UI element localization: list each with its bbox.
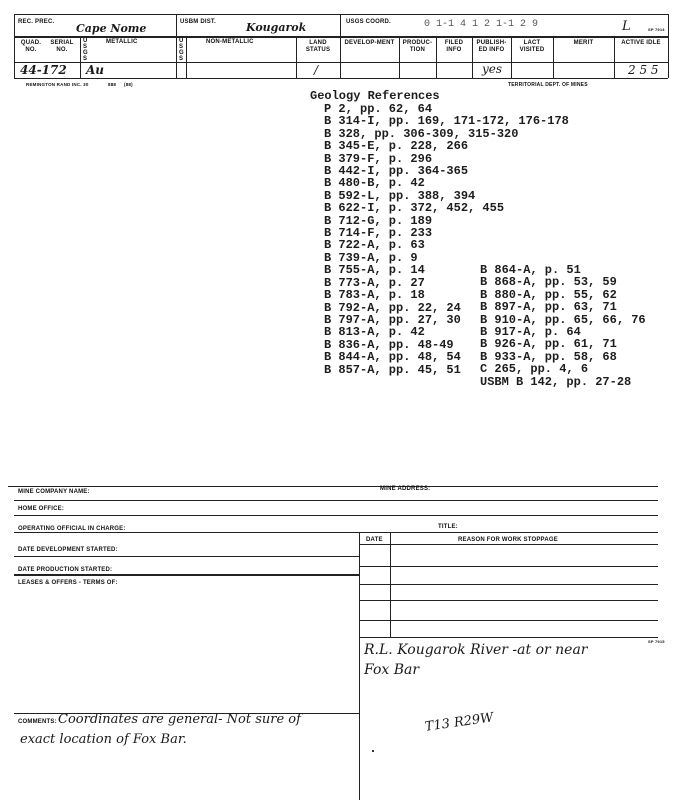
territorial-dept: TERRITORIAL DEPT. OF MINES bbox=[508, 82, 588, 88]
reference-line: B 345-E, p. 228, 266 bbox=[324, 139, 469, 154]
reference-line: B 880-A, pp. 55, 62 bbox=[480, 287, 617, 302]
metallic-label: METALLIC bbox=[106, 39, 138, 45]
quad-serial-value: 44-172 bbox=[20, 63, 67, 77]
nonmetallic-label: NON-METALLIC bbox=[206, 39, 254, 45]
comments-label: COMMENTS: bbox=[18, 719, 57, 725]
reference-line: B 926-A, pp. 61, 71 bbox=[480, 337, 617, 352]
comments-line-2: exact location of Fox Bar. bbox=[20, 732, 187, 747]
mine-address-label: MINE ADDRESS: bbox=[380, 486, 431, 492]
reference-line: B 844-A, pp. 48, 54 bbox=[324, 350, 461, 365]
reference-line: B 314-I, pp. 169, 171-172, 176-178 bbox=[324, 114, 569, 129]
reference-line: P 2, pp. 62, 64 bbox=[324, 102, 433, 116]
printer-code-2: (88) bbox=[124, 82, 133, 87]
references-title: Geology References bbox=[310, 89, 440, 103]
serial-label: SERIAL NO. bbox=[50, 40, 74, 53]
reference-line: B 328, pp. 306-309, 315-320 bbox=[324, 126, 519, 141]
pencil-dot bbox=[372, 750, 374, 752]
reference-line: B 897-A, pp. 63, 71 bbox=[480, 300, 617, 315]
reference-line: B 755-A, p. 14 bbox=[324, 263, 425, 278]
location-line-2: Fox Bar bbox=[364, 662, 420, 678]
reference-line: B 739-A, p. 9 bbox=[324, 250, 418, 265]
printer-code-1: 888 bbox=[108, 82, 117, 87]
active-value: 2 5 5 bbox=[628, 63, 659, 77]
reference-line: C 265, pp. 4, 6 bbox=[480, 362, 589, 377]
reference-line: B 622-I, p. 372, 452, 455 bbox=[324, 201, 505, 216]
usbm-dist-label: USBM DIST. bbox=[180, 19, 217, 25]
active-idle-label: ACTIVE IDLE bbox=[621, 40, 661, 46]
home-office-label: HOME OFFICE: bbox=[18, 506, 65, 512]
reference-line: B 792-A, pp. 22, 24 bbox=[324, 300, 461, 315]
reference-line: B 933-A, pp. 58, 68 bbox=[480, 349, 617, 364]
mine-company-label: MINE COMPANY NAME: bbox=[18, 489, 90, 495]
reason-label: REASON FOR WORK STOPPAGE bbox=[458, 537, 558, 543]
reference-line: B 857-A, pp. 45, 51 bbox=[324, 362, 461, 377]
usbm-dist-value: Kougarok bbox=[246, 21, 307, 34]
usgs-coord-value: 0 1-1 4 1 2 1-1 2 9 bbox=[424, 19, 539, 30]
township-range: T13 R29W bbox=[424, 710, 495, 735]
dev-started-label: DATE DEVELOPMENT STARTED: bbox=[18, 547, 118, 553]
quad-label: QUAD. NO. bbox=[20, 40, 42, 53]
rec-prec-label: REC. PREC. bbox=[18, 19, 55, 25]
reference-line: B 442-I, pp. 364-365 bbox=[324, 164, 469, 179]
printer-note: REMINGTON RAND INC. 30 bbox=[26, 82, 89, 87]
reference-line: B 813-A, p. 42 bbox=[324, 325, 425, 340]
reference-line: B 379-F, p. 296 bbox=[324, 151, 433, 166]
reference-line: B 714-F, p. 233 bbox=[324, 226, 433, 241]
reference-line: B 480-B, p. 42 bbox=[324, 176, 425, 191]
operating-official-label: OPERATING OFFICIAL IN CHARGE: bbox=[18, 526, 126, 532]
reference-line: B 836-A, pp. 48-49 bbox=[324, 337, 454, 352]
title-label: TITLE: bbox=[438, 524, 458, 530]
prod-started-label: DATE PRODUCTION STARTED: bbox=[18, 567, 113, 573]
reference-line: USBM B 142, pp. 27-28 bbox=[480, 374, 632, 389]
development-label: DEVELOP-MENT bbox=[344, 40, 395, 46]
form-number-2: SP 7915 bbox=[648, 639, 665, 644]
reference-line: B 783-A, p. 18 bbox=[324, 288, 425, 303]
land-status-label: LAND STATUS bbox=[305, 40, 331, 53]
usgs-nonmetallic-label: U S G S bbox=[179, 38, 184, 62]
published-info-label: PUBLISH-ED INFO bbox=[476, 40, 507, 53]
reference-line: B 797-A, pp. 27, 30 bbox=[324, 312, 461, 327]
published-value: yes bbox=[482, 62, 503, 76]
reference-line: B 712-G, p. 189 bbox=[324, 213, 433, 228]
form-number: SP 7914 bbox=[648, 27, 665, 32]
leases-label: LEASES & OFFERS - TERMS OF: bbox=[18, 580, 118, 586]
usgs-metallic-label: U S G S bbox=[83, 38, 88, 62]
rec-prec-value: Cape Nome bbox=[76, 22, 147, 35]
filed-info-label: FILED INFO bbox=[444, 40, 464, 53]
land-status-value: / bbox=[314, 63, 319, 77]
date-label: DATE bbox=[366, 537, 383, 543]
reference-line: B 864-A, p. 51 bbox=[480, 263, 581, 277]
reference-line: B 868-A, pp. 53, 59 bbox=[480, 275, 617, 290]
reference-line: B 917-A, p. 64 bbox=[480, 325, 581, 340]
location-line-1: R.L. Kougarok River -at or near bbox=[364, 642, 588, 658]
reference-line: B 592-L, pp. 388, 394 bbox=[324, 188, 476, 203]
metallic-value: Au bbox=[86, 63, 105, 77]
reference-line: B 722-A, p. 63 bbox=[324, 238, 425, 253]
comments-line-1: Coordinates are general- Not sure of bbox=[58, 712, 301, 727]
references-column-2 bbox=[480, 264, 646, 388]
reference-line: B 910-A, pp. 65, 66, 76 bbox=[480, 312, 646, 327]
last-visited-label: LACT VISITED bbox=[519, 40, 545, 53]
merit-label: MERIT bbox=[573, 40, 594, 46]
production-label: PRODUC-TION bbox=[402, 40, 433, 53]
usgs-coord-label: USGS COORD. bbox=[346, 19, 391, 25]
corner-mark: L bbox=[622, 19, 631, 34]
reference-line: B 773-A, p. 27 bbox=[324, 275, 425, 290]
